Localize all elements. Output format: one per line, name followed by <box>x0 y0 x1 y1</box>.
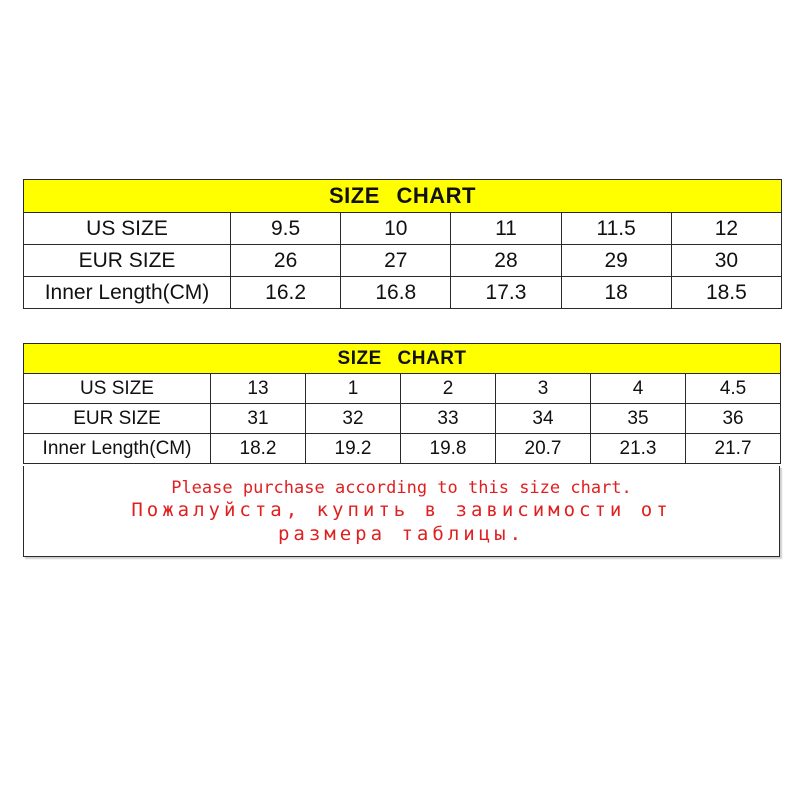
inner-length-cell: 19.2 <box>306 434 401 464</box>
purchase-note-russian-line-1: Пожалуйста, купить в зависимости от <box>131 499 672 521</box>
eur-size-cell: 27 <box>341 245 451 277</box>
us-size-cell: 10 <box>341 213 451 245</box>
inner-length-cell: 17.3 <box>451 277 561 309</box>
size-chart-title-row <box>24 180 782 213</box>
eur-size-cell: 33 <box>401 404 496 434</box>
inner-length-cell: 21.7 <box>686 434 781 464</box>
eur-size-cell: 31 <box>211 404 306 434</box>
inner-length-row <box>24 434 781 464</box>
us-size-label: US SIZE <box>24 374 211 404</box>
eur-size-cell: 32 <box>306 404 401 434</box>
eur-size-row <box>24 404 781 434</box>
eur-size-cell: 26 <box>231 245 341 277</box>
eur-size-label: EUR SIZE <box>24 245 231 277</box>
us-size-cell: 11.5 <box>561 213 671 245</box>
us-size-cell: 3 <box>496 374 591 404</box>
inner-length-cell: 18.2 <box>211 434 306 464</box>
inner-length-label: Inner Length(CM) <box>24 434 211 464</box>
us-size-label: US SIZE <box>24 213 231 245</box>
inner-length-row <box>24 277 782 309</box>
us-size-cell: 11 <box>451 213 561 245</box>
size-chart-table-2 <box>23 343 781 464</box>
eur-size-cell: 30 <box>671 245 781 277</box>
us-size-row <box>24 374 781 404</box>
us-size-cell: 1 <box>306 374 401 404</box>
inner-length-cell: 18 <box>561 277 671 309</box>
size-chart-table-1 <box>23 179 782 309</box>
us-size-row <box>24 213 782 245</box>
eur-size-cell: 34 <box>496 404 591 434</box>
us-size-cell: 4.5 <box>686 374 781 404</box>
inner-length-cell: 16.8 <box>341 277 451 309</box>
us-size-cell: 12 <box>671 213 781 245</box>
us-size-cell: 4 <box>591 374 686 404</box>
purchase-note-russian-line-2: размера таблицы. <box>277 523 526 545</box>
inner-length-cell: 16.2 <box>231 277 341 309</box>
us-size-cell: 13 <box>211 374 306 404</box>
eur-size-cell: 28 <box>451 245 561 277</box>
eur-size-row <box>24 245 782 277</box>
inner-length-label: Inner Length(CM) <box>24 277 231 309</box>
eur-size-cell: 29 <box>561 245 671 277</box>
eur-size-cell: 35 <box>591 404 686 434</box>
size-chart-title: SIZE CHART <box>24 180 782 213</box>
inner-length-cell: 20.7 <box>496 434 591 464</box>
purchase-note-box <box>23 466 780 557</box>
us-size-cell: 2 <box>401 374 496 404</box>
inner-length-cell: 21.3 <box>591 434 686 464</box>
inner-length-cell: 18.5 <box>671 277 781 309</box>
inner-length-cell: 19.8 <box>401 434 496 464</box>
us-size-cell: 9.5 <box>231 213 341 245</box>
size-chart-title-row <box>24 344 781 374</box>
size-chart-title: SIZE CHART <box>24 344 781 374</box>
purchase-note-english: Please purchase according to this size chart. <box>171 478 632 498</box>
eur-size-cell: 36 <box>686 404 781 434</box>
eur-size-label: EUR SIZE <box>24 404 211 434</box>
